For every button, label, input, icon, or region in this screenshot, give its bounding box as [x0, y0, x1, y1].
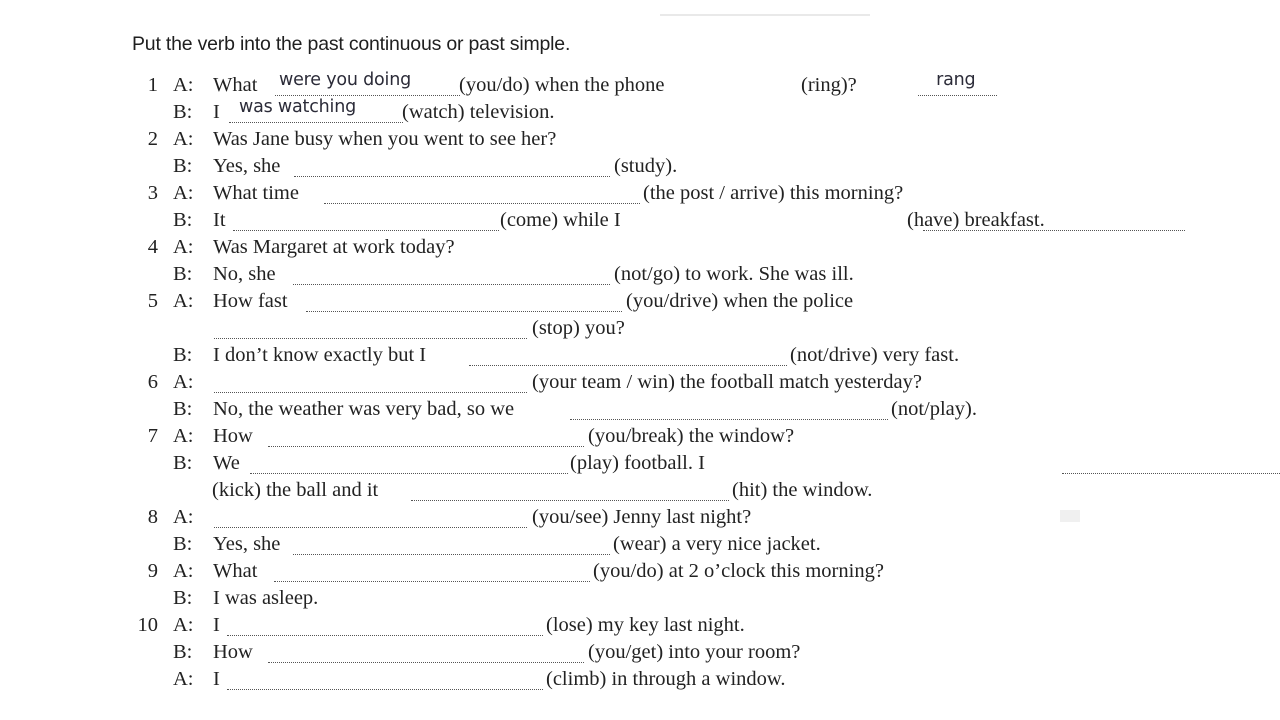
prompt-text: I — [213, 614, 220, 636]
prompt-text: (not/play). — [891, 398, 977, 420]
prompt-text: No, she — [213, 263, 276, 285]
answer-blank[interactable] — [214, 324, 527, 340]
exercise-line — [0, 396, 977, 423]
prompt-text: I — [213, 101, 220, 123]
instruction-text: Put the verb into the past continuous or past simple. — [132, 33, 571, 55]
prompt-text: Yes, she — [213, 155, 281, 177]
exercise-line — [0, 531, 821, 558]
speaker-label: A: — [173, 236, 194, 258]
exercise-line — [0, 180, 904, 207]
exercise-line — [0, 315, 625, 342]
prompt-text: (you/get) into your room? — [588, 641, 801, 663]
prompt-text: I was asleep. — [213, 587, 319, 609]
prompt-text: I — [213, 668, 220, 690]
exercise-line — [0, 504, 752, 531]
prompt-text: (lose) my key last night. — [546, 614, 745, 636]
exercise-number: 6 — [147, 371, 158, 393]
prompt-text: What time — [213, 182, 299, 204]
speaker-label: A: — [173, 668, 194, 690]
speaker-label: A: — [173, 290, 194, 312]
prompt-text: (the post / arrive) this morning? — [643, 182, 904, 204]
handwritten-answer: was watching — [239, 97, 356, 117]
prompt-text: We — [213, 452, 240, 474]
exercise-line — [0, 261, 854, 288]
answer-blank[interactable] — [214, 513, 527, 529]
answer-blank[interactable] — [268, 648, 584, 664]
speaker-label: A: — [173, 614, 194, 636]
prompt-text: (stop) you? — [532, 317, 625, 339]
answer-blank[interactable] — [250, 459, 568, 475]
prompt-text: (kick) the ball and it — [212, 479, 379, 501]
answer-blank[interactable] — [227, 621, 543, 637]
bleed-through-mark — [660, 14, 870, 16]
prompt-text: (hit) the window. — [732, 479, 873, 501]
prompt-text: (wear) a very nice jacket. — [613, 533, 821, 555]
prompt-text: It — [213, 209, 226, 231]
exercise-number: 1 — [147, 74, 158, 96]
exercise-line — [0, 423, 795, 450]
exercise-number: 3 — [147, 182, 158, 204]
answer-blank[interactable] — [411, 486, 729, 502]
exercise-number: 2 — [147, 128, 158, 150]
exercise-line — [0, 477, 873, 504]
answer-blank[interactable] — [227, 675, 543, 691]
speaker-label: B: — [173, 641, 193, 663]
exercise-line — [0, 153, 678, 180]
speaker-label: A: — [173, 425, 194, 447]
prompt-text: Was Jane busy when you went to see her? — [213, 128, 557, 150]
speaker-label: B: — [173, 452, 193, 474]
handwritten-answer: were you doing — [279, 70, 412, 90]
answer-blank[interactable] — [918, 70, 997, 97]
prompt-text: (play) football. I — [570, 452, 705, 474]
speaker-label: A: — [173, 560, 194, 582]
prompt-text: (have) breakfast. — [907, 209, 1045, 231]
exercise-line — [0, 666, 786, 693]
exercise-line — [0, 450, 705, 477]
answer-blank[interactable] — [469, 351, 787, 367]
speaker-label: B: — [173, 263, 193, 285]
speaker-label: A: — [173, 128, 194, 150]
exercise-line — [0, 612, 745, 639]
speaker-label: A: — [173, 371, 194, 393]
answer-blank[interactable] — [570, 405, 888, 421]
prompt-text: What — [213, 74, 258, 96]
prompt-text: How — [213, 425, 253, 447]
prompt-text: How — [213, 641, 253, 663]
answer-blank[interactable] — [293, 270, 610, 286]
speaker-label: B: — [173, 209, 193, 231]
prompt-text: Was Margaret at work today? — [213, 236, 455, 258]
prompt-text: (not/go) to work. She was ill. — [614, 263, 854, 285]
prompt-text: (study). — [614, 155, 678, 177]
answer-blank[interactable] — [233, 216, 499, 232]
exercise-line — [0, 558, 884, 585]
speaker-label: A: — [173, 74, 194, 96]
answer-blank[interactable] — [214, 378, 527, 394]
answer-blank[interactable] — [1062, 459, 1280, 475]
answer-blank[interactable] — [294, 162, 610, 178]
bleed-through-mark — [1060, 510, 1080, 522]
exercise-line — [0, 369, 922, 396]
handwritten-answer: rang — [936, 70, 976, 90]
prompt-text: (you/do) at 2 o’clock this morning? — [593, 560, 884, 582]
exercise-number: 10 — [137, 614, 158, 636]
prompt-text: (ring)? — [801, 74, 857, 96]
prompt-text: (you/drive) when the police — [626, 290, 854, 312]
prompt-text: What — [213, 560, 258, 582]
exercise-number: 7 — [147, 425, 158, 447]
exercise-line — [0, 97, 555, 126]
prompt-text: (not/drive) very fast. — [790, 344, 960, 366]
speaker-label: B: — [173, 344, 193, 366]
exercise-line — [0, 288, 854, 315]
exercise-line — [0, 639, 801, 666]
prompt-text: (come) while I — [500, 209, 621, 231]
exercise-line — [0, 207, 1045, 234]
prompt-text: (you/see) Jenny last night? — [532, 506, 752, 528]
speaker-label: B: — [173, 533, 193, 555]
prompt-text: Yes, she — [213, 533, 281, 555]
prompt-text: (your team / win) the football match yesterday? — [532, 371, 922, 393]
prompt-text: (you/break) the window? — [588, 425, 795, 447]
prompt-text: No, the weather was very bad, so we — [213, 398, 515, 420]
speaker-label: B: — [173, 155, 193, 177]
exercise-number: 5 — [147, 290, 158, 312]
speaker-label: B: — [173, 101, 193, 123]
prompt-text: I don’t know exactly but I — [213, 344, 427, 366]
prompt-text: How fast — [213, 290, 288, 312]
answer-blank[interactable] — [306, 297, 622, 313]
prompt-text: (watch) television. — [402, 101, 555, 123]
answer-blank[interactable] — [324, 189, 640, 205]
exercise-number: 4 — [147, 236, 158, 258]
speaker-label: B: — [173, 398, 193, 420]
exercise-number: 9 — [147, 560, 158, 582]
exercise-line — [0, 342, 960, 369]
answer-blank[interactable] — [293, 540, 610, 556]
answer-blank[interactable] — [274, 567, 590, 583]
prompt-text: (you/do) when the phone — [459, 74, 665, 96]
speaker-label: A: — [173, 182, 194, 204]
exercise-number: 8 — [147, 506, 158, 528]
prompt-text: (climb) in through a window. — [546, 668, 786, 690]
answer-blank[interactable] — [268, 432, 584, 448]
speaker-label: B: — [173, 587, 193, 609]
speaker-label: A: — [173, 506, 194, 528]
answer-blank[interactable] — [229, 97, 403, 124]
